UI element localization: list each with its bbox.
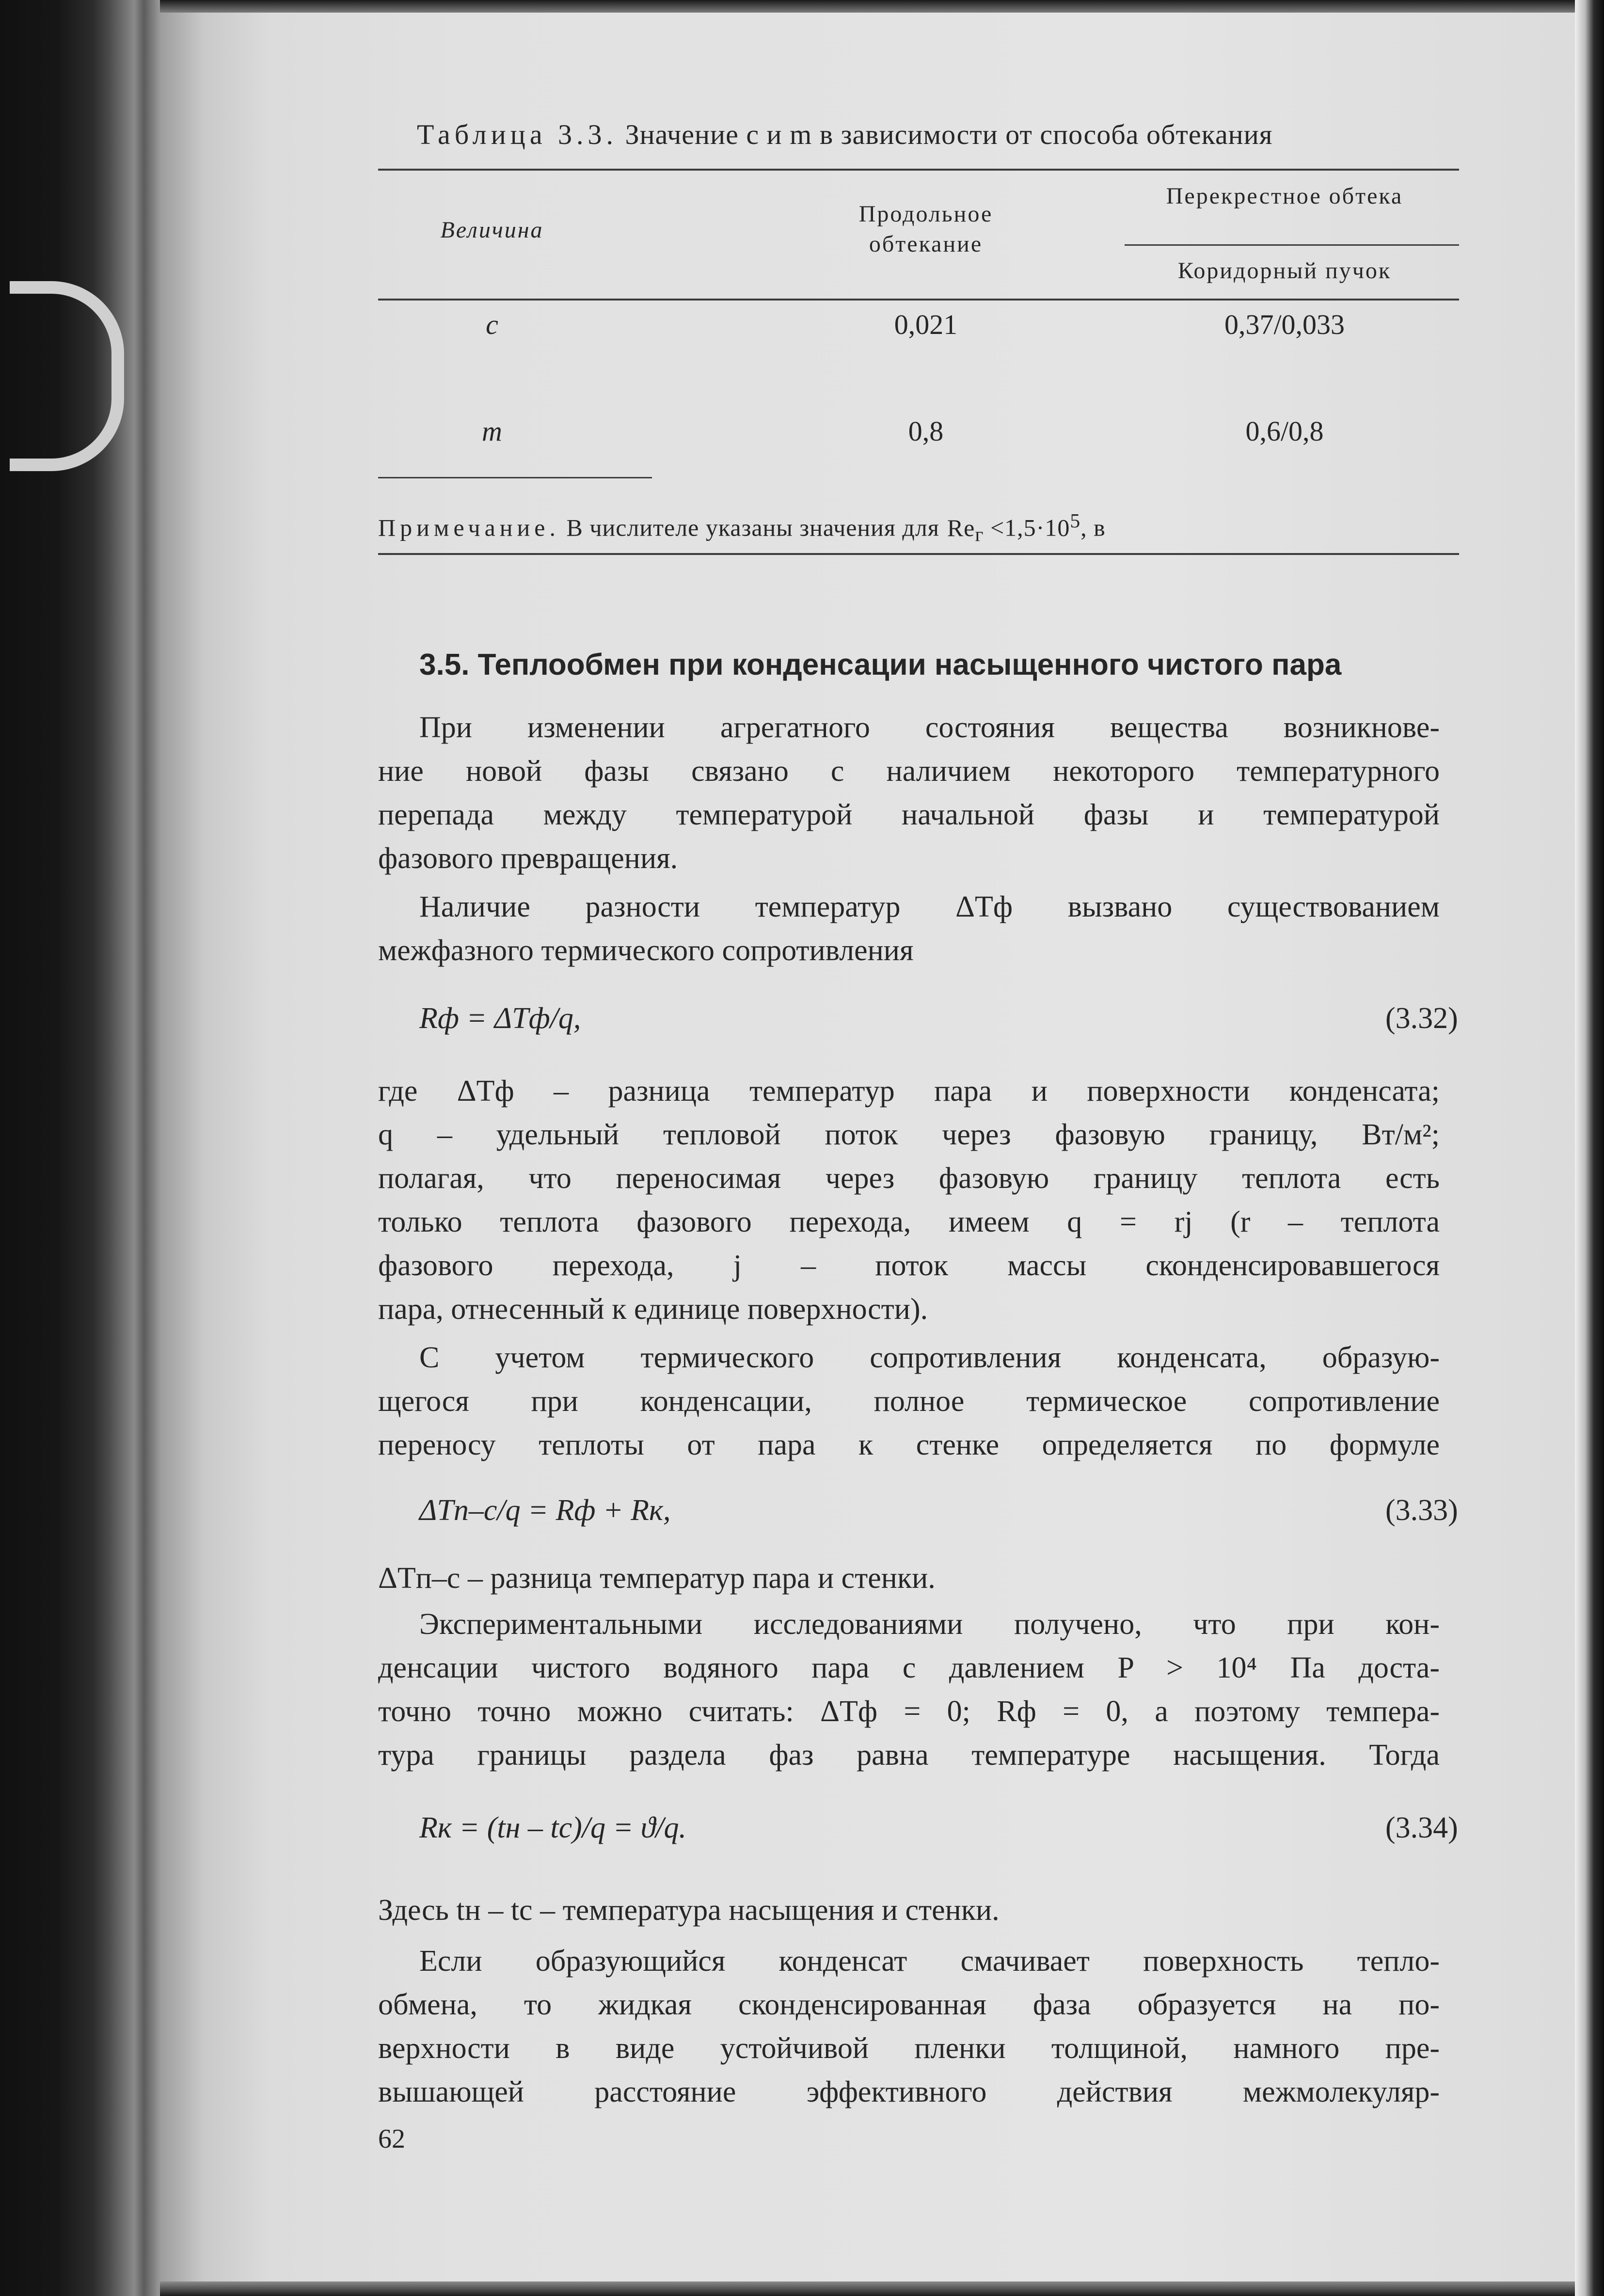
table-caption (417, 118, 1272, 151)
body-line: где ΔTф – разница температур пара и поверхности конденсата; (378, 1075, 1440, 1108)
body-line: ΔTп–с – разница температур пара и стенки. (378, 1562, 936, 1595)
table-header-longitudinal-line2: обтекание (869, 231, 983, 257)
table-note-re: Re (947, 514, 975, 541)
body-line: q – удельный тепловой поток через фазовую границу, Вт/м²; (378, 1118, 1440, 1151)
body-line: полагая, что переносимая через фазовую границу теплота есть (378, 1162, 1440, 1195)
body-line: фазового превращения. (378, 842, 678, 875)
table-header-cross: Перекрестное обтека (1166, 183, 1403, 209)
table-note-end: , в (1080, 514, 1106, 541)
equation-number-3-33: (3.33) (1385, 1494, 1458, 1527)
body-line: Наличие разности температур ΔTф вызвано существованием (419, 890, 1440, 923)
body-line: только теплота фазового перехода, имеем q = rj (r – теплота (378, 1205, 1440, 1238)
equation-3-32: Rф = ΔTф/q, (419, 1002, 581, 1035)
table-row-c-longitudinal: 0,021 (894, 309, 958, 340)
page-number: 62 (378, 2124, 405, 2154)
table-header-longitudinal (790, 199, 1062, 259)
equation-3-33: ΔTп–с/q = Rф + Rк, (419, 1494, 671, 1527)
table-note-tail-sup: 5 (1070, 510, 1081, 532)
table-row-m-symbol: m (482, 415, 502, 447)
body-line: Экспериментальными исследованиями получено, что при кон- (419, 1608, 1440, 1641)
body-line: щегося при конденсации, полное термическое сопротивление (378, 1385, 1440, 1418)
body-line: денсации чистого водяного пара с давлением P > 10⁴ Па доста- (378, 1651, 1440, 1684)
body-line: межфазного термического сопротивления (378, 934, 914, 967)
table-header-longitudinal-line1: Продольное (858, 201, 993, 227)
table-subheader-rule (1125, 244, 1459, 246)
body-line: пара, отнесенный к единице поверхности). (378, 1293, 928, 1326)
book-page (160, 13, 1575, 2281)
table-row-c-symbol: c (486, 309, 498, 340)
table-top-rule (378, 169, 1459, 171)
equation-number-3-32: (3.32) (1385, 1002, 1458, 1035)
table-row-m-longitudinal: 0,8 (908, 415, 944, 447)
body-line: Если образующийся конденсат смачивает поверхность тепло- (419, 1945, 1440, 1978)
top-shadow (160, 0, 1575, 13)
table-note-text: В числителе указаны значения для (560, 514, 939, 541)
body-line: ние новой фазы связано с наличием некоторого температурного (378, 755, 1440, 788)
body-line: фазового перехода, j – поток массы сконденсировавшегося (378, 1249, 1440, 1282)
body-line: тура границы раздела фаз равна температуре насыщения. Тогда (378, 1739, 1440, 1772)
table-bottom-rule (378, 477, 652, 478)
table-note-re-sub: г (975, 523, 984, 546)
body-line: С учетом термического сопротивления конденсата, образую- (419, 1341, 1440, 1374)
equation-number-3-34: (3.34) (1385, 1811, 1458, 1844)
table-row-m-corridor: 0,6/0,8 (1245, 415, 1324, 447)
table-header-corridor: Коридорный пучок (1177, 258, 1392, 284)
book-fore-edge (1575, 0, 1604, 2296)
table-header-quantity: Величина (440, 217, 544, 243)
table-row-c-corridor: 0,37/0,033 (1224, 309, 1345, 340)
body-line: переносу теплоты от пара к стенке определяется по формуле (378, 1428, 1440, 1461)
table-note-label: Примечание. (378, 514, 560, 541)
equation-3-34: Rк = (tн – tс)/q = ϑ/q. (419, 1811, 686, 1844)
body-line: точно точно можно считать: ΔTф = 0; Rф = 0, а поэтому темпера- (378, 1695, 1440, 1728)
table-caption-text: Значение c и m в зависимости от способа обтекания (618, 119, 1273, 150)
body-line: При изменении агрегатного состояния вещества возникнове- (419, 711, 1440, 744)
body-line: Здесь tн – tс – температура насыщения и стенки. (378, 1894, 1000, 1927)
table-caption-label: Таблица 3.3. (417, 119, 618, 150)
table-note-tail: <1,5·10 (984, 514, 1070, 541)
body-line: перепада между температурой начальной фазы и температурой (378, 798, 1440, 831)
body-line: обмена, то жидкая сконденсированная фаза образуется на по- (378, 1988, 1440, 2021)
body-line: верхности в виде устойчивой пленки толщиной, намного пре- (378, 2032, 1440, 2065)
body-line: вышающей расстояние эффективного действия межмолекуляр- (378, 2075, 1440, 2108)
bottom-shadow (160, 2281, 1575, 2296)
section-title: 3.5. Теплообмен при конденсации насыщенного чистого пара (419, 648, 1342, 681)
binder-clip (10, 281, 124, 471)
table-note (378, 509, 1106, 547)
table-header-rule (378, 299, 1459, 301)
note-bottom-rule (378, 553, 1459, 555)
